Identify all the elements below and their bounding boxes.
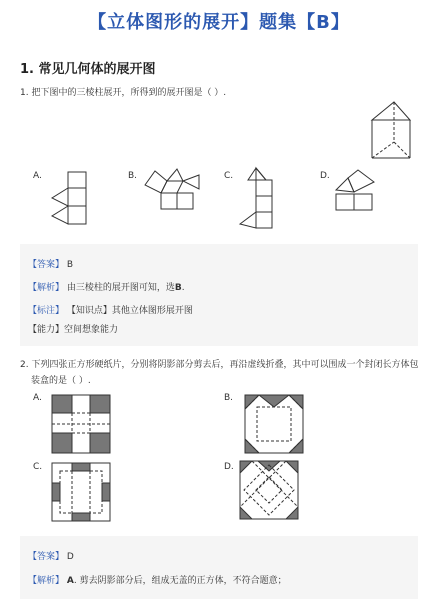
q1-net-b [143, 167, 205, 215]
answer-value: B [66, 260, 74, 270]
q1-net-a [50, 170, 100, 232]
q2-option-a: A. [33, 393, 42, 403]
question-1-text: 1. 把下图中的三棱柱展开，所得到的展开图是（ ）. [20, 88, 227, 98]
q2-square-a [52, 395, 112, 455]
q1-option-a: A. [33, 171, 42, 181]
prism-figure [370, 100, 415, 160]
analysis-text: 由三棱柱的展开图可知，选 [66, 283, 175, 293]
section-heading: 1. 常见几何体的展开图 [20, 62, 156, 77]
q1-option-b: B. [128, 171, 138, 181]
q1-note-row [28, 303, 193, 316]
q1-option-d: D. [320, 171, 330, 181]
q2-option-d: D. [224, 462, 234, 472]
q2-option-c: C. [33, 462, 43, 472]
question-2-text-line2: 装盒的是（ ）. [31, 376, 91, 386]
q1-net-d [334, 168, 382, 214]
answer-value-2: D [66, 552, 74, 562]
q2-answer-row [28, 549, 74, 562]
q2-square-c [52, 463, 112, 523]
analysis-text-2: . 剪去阴影部分后，组成无盖的正方体，不符合题意； [73, 576, 287, 586]
note-text: 【知识点】其他立体图形展开图 [66, 306, 193, 316]
analysis-end: . [181, 283, 185, 293]
note-tag: 【标注】 [28, 306, 65, 316]
q2-option-b: B. [224, 393, 234, 403]
q1-ability-row: 【能力】空间想象能力 [28, 325, 119, 335]
analysis-choice-2: A [66, 576, 74, 586]
q1-answer-row [28, 257, 73, 270]
analysis-tag-2: 【解析】 [28, 576, 65, 586]
answer-tag: 【答案】 [28, 260, 65, 270]
question-2-text-line1: 2. 下列四张正方形硬纸片，分别将阴影部分剪去后，再沿虚线折叠，其中可以围成一个封闭长方体包 [20, 360, 419, 370]
analysis-tag: 【解析】 [28, 283, 65, 293]
q1-analysis-row [28, 280, 185, 293]
q2-square-b [245, 395, 305, 455]
page-title: 【立体图形的展开】题集【B】 [88, 12, 350, 33]
answer-box-1 [20, 244, 418, 346]
answer-box-2 [20, 536, 418, 599]
q2-square-d [240, 461, 300, 521]
q1-option-c: C. [224, 171, 234, 181]
analysis-choice: B [174, 283, 182, 293]
q1-net-c [238, 166, 278, 236]
q2-analysis-row [28, 573, 287, 586]
answer-tag-2: 【答案】 [28, 552, 65, 562]
